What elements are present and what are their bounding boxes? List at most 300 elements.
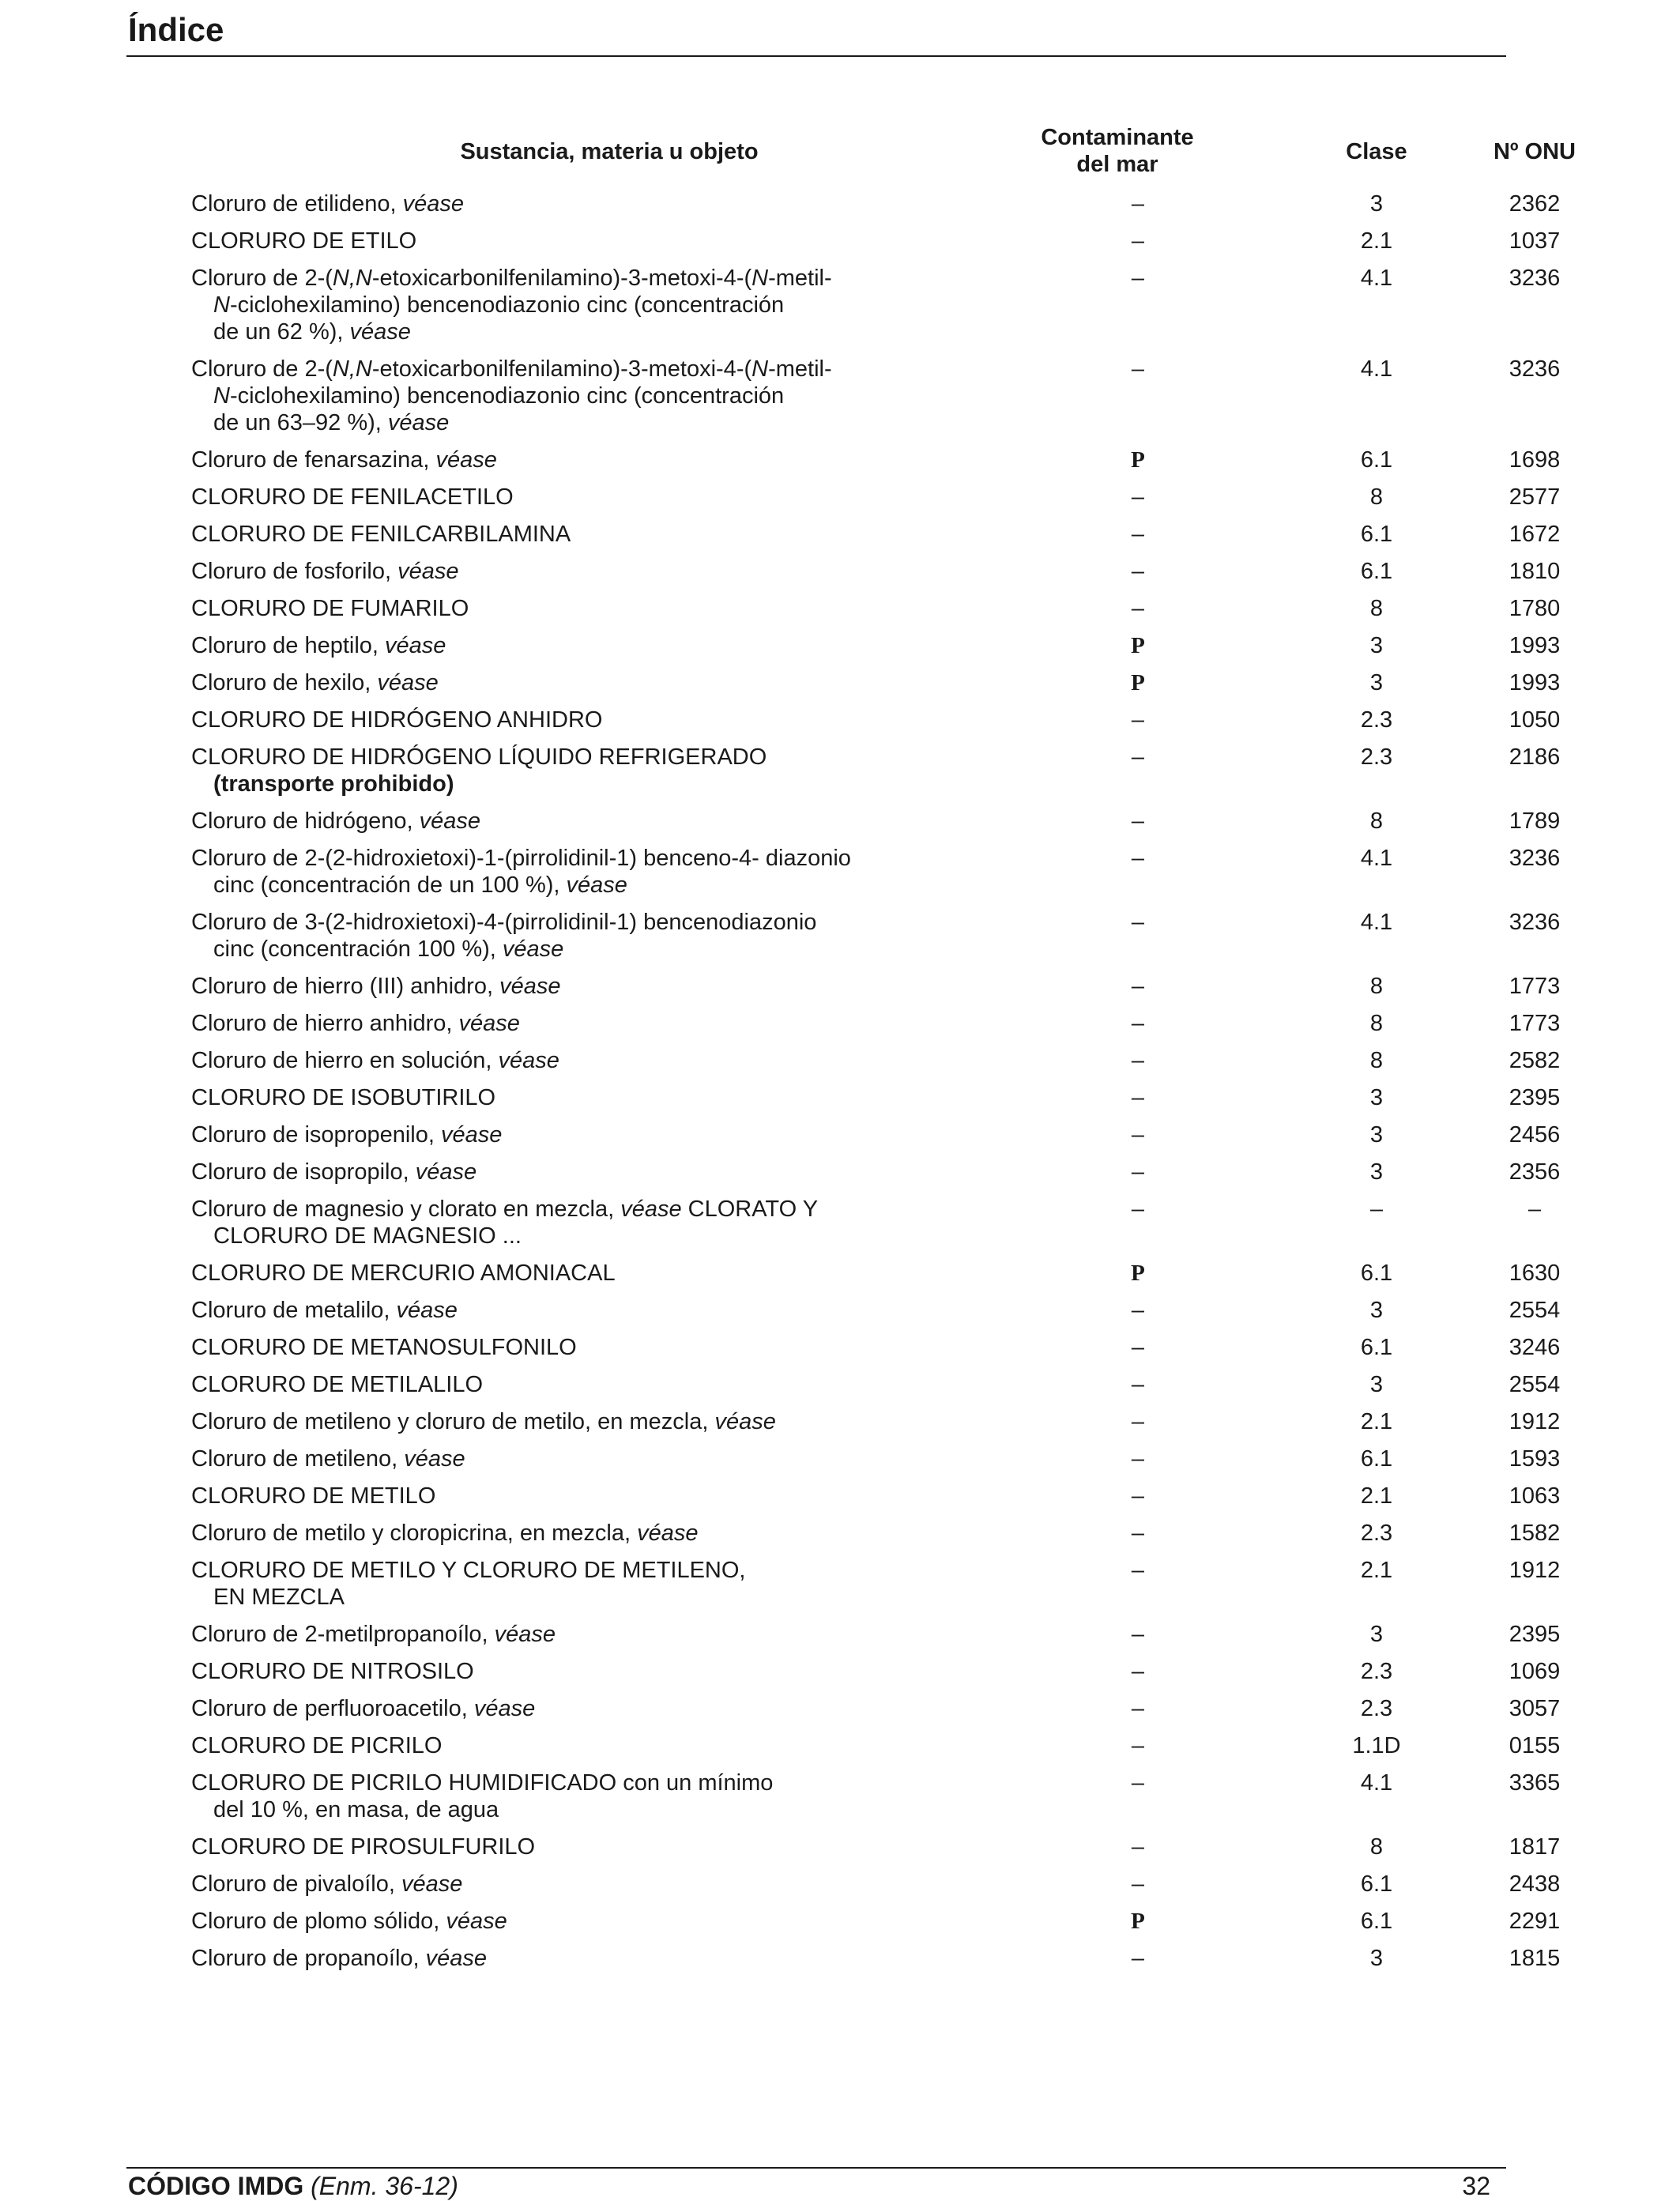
substance-text: -etoxicarbonilfenilamino)-3-metoxi-4-( — [371, 356, 752, 382]
substance-text: -ciclohexilamino) bencenodiazonio cinc (concentración — [229, 292, 785, 318]
table-row — [191, 1653, 1561, 1690]
table-row — [191, 1478, 1561, 1515]
column-header-marine-pollutant: Contaminante del mar — [1041, 125, 1194, 177]
class-cell: 3 — [1369, 1159, 1384, 1185]
un-number-cell: 2582 — [1509, 1048, 1561, 1073]
marine-pollutant-cell: – — [1131, 1409, 1145, 1434]
table-row — [191, 1005, 1561, 1042]
substance-text: del 10 %, en masa, de agua — [213, 1797, 499, 1822]
un-number-cell: 3057 — [1509, 1696, 1561, 1721]
class-cell: 4.1 — [1360, 356, 1393, 382]
substance-cell — [191, 1903, 893, 1940]
substance-text: Cloruro de metilo y cloropicrina, en mezcla, — [191, 1521, 638, 1546]
page-title: Índice — [128, 11, 224, 48]
class-cell: 2.3 — [1360, 744, 1393, 770]
substance-cell — [191, 590, 893, 628]
table-row — [191, 260, 1561, 351]
substance-text: Cloruro de hexilo, — [191, 670, 378, 695]
substance-text: Cloruro de magnesio y clorato en mezcla, — [191, 1197, 621, 1222]
table-row — [191, 1616, 1561, 1653]
table-row — [191, 803, 1561, 840]
table-row — [191, 1940, 1561, 1977]
substance-text: CLORURO DE ETILO — [191, 228, 417, 254]
class-cell: 3 — [1369, 1298, 1384, 1323]
substance-cell — [191, 665, 893, 702]
table-row — [191, 223, 1561, 260]
substance-text: CLORURO DE MERCURIO AMONIACAL — [191, 1261, 616, 1286]
substance-cell — [191, 1191, 893, 1255]
substance-cell — [191, 1515, 893, 1552]
substance-text: CLORURO DE FENILACETILO — [191, 484, 514, 510]
un-number-cell: 1672 — [1509, 522, 1561, 547]
substance-cell — [191, 260, 893, 351]
table-row — [191, 1903, 1561, 1940]
table-row — [191, 1080, 1561, 1117]
substance-cell — [191, 223, 893, 260]
see-reference: véase — [620, 1197, 682, 1222]
un-number-cell: 1037 — [1509, 228, 1561, 254]
substance-text: Cloruro de heptilo, — [191, 633, 386, 658]
substance-cell — [191, 628, 893, 665]
class-cell: 2.1 — [1360, 1558, 1393, 1583]
see-reference: véase — [425, 1946, 488, 1971]
footer-code-name: CÓDIGO IMDG — [128, 2172, 304, 2200]
table-row — [191, 840, 1561, 904]
substance-cell — [191, 1441, 893, 1478]
table-row — [191, 1042, 1561, 1080]
substance-text: Cloruro de perfluoroacetilo, — [191, 1696, 474, 1721]
class-cell: 8 — [1369, 974, 1384, 999]
substance-cell — [191, 1616, 893, 1653]
marine-pollutant-cell: P — [1131, 1909, 1145, 1934]
substance-text: Cloruro de hierro en solución, — [191, 1048, 499, 1073]
un-number-cell: 2395 — [1509, 1622, 1561, 1647]
see-reference: N — [751, 266, 769, 291]
substance-cell — [191, 1690, 893, 1728]
class-cell: 2.1 — [1360, 1483, 1393, 1509]
substance-text: (transporte prohibido) — [213, 771, 454, 797]
class-cell: 3 — [1369, 1122, 1384, 1148]
substance-cell — [191, 1292, 893, 1329]
un-number-cell: 2554 — [1509, 1298, 1561, 1323]
see-reference: N — [213, 383, 230, 409]
see-reference: véase — [419, 808, 480, 834]
substance-cell — [191, 1552, 893, 1616]
see-reference: véase — [377, 670, 439, 695]
marine-pollutant-cell: – — [1131, 1733, 1145, 1758]
class-cell: 4.1 — [1360, 266, 1393, 291]
table-row — [191, 904, 1561, 968]
substance-cell — [191, 739, 893, 803]
substance-cell — [191, 702, 893, 739]
substance-text: CLORURO DE PIROSULFURILO — [191, 1834, 536, 1860]
substance-cell — [191, 803, 893, 840]
table-row — [191, 1866, 1561, 1903]
page-number: 32 — [1462, 2172, 1490, 2200]
un-number-cell: 2395 — [1509, 1085, 1561, 1110]
table-row — [191, 1191, 1542, 1255]
substance-text: Cloruro de etilideno, — [191, 191, 403, 217]
substance-cell — [191, 1653, 893, 1690]
class-cell: 6.1 — [1360, 522, 1393, 547]
un-number-cell: 2438 — [1509, 1871, 1561, 1897]
substance-cell — [191, 442, 893, 479]
substance-text: Cloruro de isopropenilo, — [191, 1122, 441, 1148]
substance-text: CLORURO DE METILO Y CLORURO DE METILENO, — [191, 1558, 746, 1583]
table-row — [191, 968, 1561, 1005]
substance-text: Cloruro de 2-(2-hidroxietoxi)-1-(pirrolidinil-1) benceno-4- diazonio — [191, 846, 851, 871]
substance-cell — [191, 1154, 893, 1191]
see-reference: véase — [637, 1521, 699, 1546]
class-cell: 8 — [1369, 596, 1384, 621]
un-number-cell: 1773 — [1509, 974, 1561, 999]
substance-text: CLORURO DE HIDRÓGENO ANHIDRO — [191, 707, 603, 733]
table-row — [191, 702, 1561, 739]
class-cell: 4.1 — [1360, 846, 1393, 871]
class-cell: 6.1 — [1360, 1261, 1393, 1286]
marine-pollutant-cell: – — [1131, 1696, 1145, 1721]
table-body — [191, 186, 1561, 1977]
un-number-cell: 2186 — [1509, 744, 1561, 770]
marine-pollutant-cell: – — [1131, 1622, 1145, 1647]
marine-pollutant-cell: – — [1131, 1048, 1145, 1073]
substance-text: CLORURO DE METILALILO — [191, 1372, 484, 1397]
substance-cell — [191, 1366, 893, 1404]
table-row — [191, 1728, 1561, 1765]
class-cell: 3 — [1369, 191, 1384, 217]
see-reference: véase — [440, 1122, 503, 1148]
substance-text: -ciclohexilamino) bencenodiazonio cinc (concentración — [229, 383, 785, 409]
substance-cell — [191, 1117, 893, 1154]
index-table — [191, 122, 1576, 1977]
marine-pollutant-cell: P — [1131, 633, 1145, 658]
table-row — [191, 1515, 1561, 1552]
table-row — [191, 665, 1561, 702]
substance-cell — [191, 1404, 893, 1441]
un-number-cell: 3236 — [1509, 910, 1561, 935]
marine-pollutant-cell: – — [1131, 1197, 1145, 1222]
marine-pollutant-cell: – — [1131, 191, 1145, 217]
marine-pollutant-cell: – — [1131, 559, 1145, 584]
class-cell: 6.1 — [1360, 1871, 1393, 1897]
marine-pollutant-cell: – — [1131, 1122, 1145, 1148]
table-row — [191, 1329, 1561, 1366]
substance-text: -metil- — [768, 356, 832, 382]
substance-text: Cloruro de 2-( — [191, 266, 333, 291]
see-reference: véase — [404, 1446, 465, 1472]
un-number-cell: 3236 — [1509, 266, 1561, 291]
see-reference: véase — [499, 974, 561, 999]
un-number-cell: 1773 — [1509, 1011, 1561, 1036]
marine-pollutant-cell: – — [1131, 1834, 1145, 1860]
substance-cell — [191, 479, 893, 516]
un-number-cell: – — [1527, 1197, 1542, 1222]
substance-text: Cloruro de pivaloílo, — [191, 1871, 401, 1897]
substance-cell — [191, 351, 893, 442]
footer-rule — [126, 2167, 1506, 2169]
substance-text: CLORURO DE PICRILO — [191, 1733, 443, 1758]
un-number-cell: 1593 — [1509, 1446, 1561, 1472]
substance-text: CLORURO DE METILO — [191, 1483, 436, 1509]
un-number-cell: 1815 — [1509, 1946, 1561, 1971]
substance-text: cinc (concentración 100 %), — [213, 937, 503, 962]
substance-text: CLORATO Y — [681, 1197, 819, 1222]
substance-cell — [191, 904, 893, 968]
see-reference: véase — [402, 191, 464, 217]
un-number-cell: 1912 — [1509, 1409, 1561, 1434]
column-header-class: Clase — [1346, 139, 1407, 164]
marine-pollutant-cell: – — [1131, 1521, 1145, 1546]
class-cell: 6.1 — [1360, 1446, 1393, 1472]
footer-code — [128, 2172, 458, 2201]
un-number-cell: 1912 — [1509, 1558, 1561, 1583]
un-number-cell: 2362 — [1509, 191, 1561, 217]
table-row — [191, 739, 1561, 803]
class-cell: 3 — [1369, 1085, 1384, 1110]
substance-text: Cloruro de 2-( — [191, 356, 333, 382]
un-number-cell: 1789 — [1509, 808, 1561, 834]
table-row — [191, 1690, 1561, 1728]
substance-text: Cloruro de fosforilo, — [191, 559, 398, 584]
substance-text: Cloruro de propanoílo, — [191, 1946, 426, 1971]
see-reference: véase — [473, 1696, 536, 1721]
marine-pollutant-cell: P — [1131, 1261, 1145, 1286]
see-reference: N,N — [332, 356, 372, 382]
marine-pollutant-cell: – — [1131, 1298, 1145, 1323]
table-row — [191, 1154, 1561, 1191]
marine-pollutant-cell: – — [1131, 1446, 1145, 1472]
table-row — [191, 479, 1561, 516]
un-number-cell: 1993 — [1509, 670, 1561, 695]
see-reference: véase — [396, 1298, 458, 1323]
substance-text: de un 63–92 %), — [213, 410, 388, 435]
substance-text: Cloruro de metalilo, — [191, 1298, 397, 1323]
substance-text: de un 62 %), — [213, 319, 350, 345]
marine-pollutant-cell: – — [1131, 846, 1145, 871]
marine-pollutant-cell: – — [1131, 744, 1145, 770]
table-row — [191, 1552, 1561, 1616]
table-row — [191, 516, 1561, 553]
table-row — [191, 1404, 1561, 1441]
class-cell: 3 — [1369, 1946, 1384, 1971]
table-row — [191, 442, 1561, 479]
class-cell: 8 — [1369, 1834, 1384, 1860]
see-reference: véase — [385, 633, 446, 658]
substance-text: Cloruro de 2-metilpropanoílo, — [191, 1622, 495, 1647]
un-number-cell: 0155 — [1509, 1733, 1561, 1758]
table-row — [191, 1441, 1561, 1478]
class-cell: 2.3 — [1360, 1659, 1393, 1684]
un-number-cell: 1810 — [1509, 559, 1561, 584]
see-reference: véase — [498, 1048, 559, 1073]
column-header-un-number: Nº ONU — [1493, 139, 1576, 164]
marine-pollutant-cell: – — [1131, 484, 1145, 510]
see-reference: N — [751, 356, 769, 382]
marine-pollutant-cell: – — [1131, 1770, 1145, 1796]
marine-pollutant-cell: – — [1131, 1483, 1145, 1509]
see-reference: véase — [349, 319, 411, 345]
substance-text: CLORURO DE ISOBUTIRILO — [191, 1085, 496, 1110]
marine-pollutant-cell: – — [1131, 356, 1145, 382]
marine-pollutant-cell: – — [1131, 228, 1145, 254]
class-cell: 8 — [1369, 484, 1384, 510]
see-reference: véase — [401, 1871, 463, 1897]
substance-cell — [191, 1329, 893, 1366]
substance-text: Cloruro de hidrógeno, — [191, 808, 420, 834]
un-number-cell: 1698 — [1509, 447, 1561, 473]
class-cell: 6.1 — [1360, 447, 1393, 473]
substance-text: Cloruro de metileno y cloruro de metilo, en mezcla, — [191, 1409, 715, 1434]
substance-text: Cloruro de hierro (III) anhidro, — [191, 974, 500, 999]
class-cell: 2.1 — [1360, 228, 1393, 254]
class-cell: 2.3 — [1360, 1696, 1393, 1721]
substance-text: cinc (concentración de un 100 %), — [213, 872, 567, 898]
column-header-substance: Sustancia, materia u objeto — [460, 139, 759, 164]
un-number-cell: 3236 — [1509, 846, 1561, 871]
substance-text: CLORURO DE HIDRÓGENO LÍQUIDO REFRIGERADO — [191, 744, 767, 770]
class-cell: – — [1369, 1197, 1384, 1222]
un-number-cell: 2291 — [1509, 1909, 1561, 1934]
un-number-cell: 1630 — [1509, 1261, 1561, 1286]
see-reference: N,N — [332, 266, 372, 291]
substance-text: CLORURO DE FENILCARBILAMINA — [191, 522, 571, 547]
un-number-cell: 2356 — [1509, 1159, 1561, 1185]
class-cell: 4.1 — [1360, 910, 1393, 935]
un-number-cell: 2456 — [1509, 1122, 1561, 1148]
footer-amendment: (Enm. 36-12) — [311, 2172, 458, 2200]
see-reference: véase — [502, 937, 564, 962]
class-cell: 3 — [1369, 1372, 1384, 1397]
class-cell: 3 — [1369, 1622, 1384, 1647]
un-number-cell: 2577 — [1509, 484, 1561, 510]
see-reference: véase — [415, 1159, 477, 1185]
see-reference: véase — [387, 410, 450, 435]
substance-cell — [191, 1255, 893, 1292]
marine-pollutant-cell: – — [1131, 808, 1145, 834]
substance-cell — [191, 186, 893, 223]
substance-text: -metil- — [768, 266, 832, 291]
substance-cell — [191, 553, 893, 590]
table-row — [191, 351, 1561, 442]
table-row — [191, 553, 1561, 590]
un-number-cell: 2554 — [1509, 1372, 1561, 1397]
un-number-cell: 3246 — [1509, 1335, 1561, 1360]
marine-pollutant-cell: – — [1131, 707, 1145, 733]
marine-pollutant-cell: – — [1131, 522, 1145, 547]
class-cell: 8 — [1369, 1011, 1384, 1036]
substance-cell — [191, 1478, 893, 1515]
table-row — [191, 590, 1561, 628]
un-number-cell: 1993 — [1509, 633, 1561, 658]
class-cell: 3 — [1369, 633, 1384, 658]
un-number-cell: 1069 — [1509, 1659, 1561, 1684]
marine-pollutant-cell: – — [1131, 1011, 1145, 1036]
substance-text: EN MEZCLA — [213, 1585, 345, 1610]
substance-text: Cloruro de fenarsazina, — [191, 447, 436, 473]
table-header — [191, 122, 1576, 186]
see-reference: véase — [566, 872, 627, 898]
un-number-cell: 1780 — [1509, 596, 1561, 621]
table-row — [191, 1292, 1561, 1329]
see-reference: véase — [397, 559, 459, 584]
marine-pollutant-cell: P — [1131, 670, 1145, 695]
substance-text: Cloruro de metileno, — [191, 1446, 405, 1472]
class-cell: 2.3 — [1360, 1521, 1393, 1546]
class-cell: 8 — [1369, 1048, 1384, 1073]
marine-pollutant-cell: P — [1131, 447, 1145, 473]
substance-cell — [191, 1042, 893, 1080]
see-reference: véase — [446, 1909, 507, 1934]
substance-cell — [191, 840, 893, 904]
substance-text: Cloruro de hierro anhidro, — [191, 1011, 459, 1036]
see-reference: véase — [714, 1409, 776, 1434]
un-number-cell: 1582 — [1509, 1521, 1561, 1546]
marine-pollutant-cell: – — [1131, 266, 1145, 291]
substance-cell — [191, 1080, 893, 1117]
see-reference: véase — [458, 1011, 520, 1036]
substance-cell — [191, 1940, 893, 1977]
substance-text: CLORURO DE NITROSILO — [191, 1659, 474, 1684]
marine-pollutant-cell: – — [1131, 1558, 1145, 1583]
marine-pollutant-cell: – — [1131, 1335, 1145, 1360]
substance-text: Cloruro de 3-(2-hidroxietoxi)-4-(pirrolidinil-1) bencenodiazonio — [191, 910, 817, 935]
substance-text: CLORURO DE FUMARILO — [191, 596, 469, 621]
see-reference: N — [213, 292, 230, 318]
table-row — [191, 1765, 1561, 1829]
class-cell: 4.1 — [1360, 1770, 1393, 1796]
class-cell: 2.1 — [1360, 1409, 1393, 1434]
see-reference: véase — [494, 1622, 556, 1647]
table-row — [191, 628, 1561, 665]
substance-cell — [191, 1829, 893, 1866]
header-rule — [126, 55, 1506, 57]
un-number-cell: 1063 — [1509, 1483, 1561, 1509]
marine-pollutant-cell: – — [1131, 910, 1145, 935]
marine-pollutant-cell: – — [1131, 596, 1145, 621]
un-number-cell: 3236 — [1509, 356, 1561, 382]
class-cell: 6.1 — [1360, 1335, 1393, 1360]
un-number-cell: 3365 — [1509, 1770, 1561, 1796]
substance-cell — [191, 1866, 893, 1903]
marine-pollutant-cell: – — [1131, 1659, 1145, 1684]
substance-text: Cloruro de plomo sólido, — [191, 1909, 446, 1934]
substance-cell — [191, 516, 893, 553]
table-row — [191, 1829, 1561, 1866]
table-row — [191, 1117, 1561, 1154]
substance-text: Cloruro de isopropilo, — [191, 1159, 416, 1185]
un-number-cell: 1817 — [1509, 1834, 1561, 1860]
marine-pollutant-cell: – — [1131, 1871, 1145, 1897]
un-number-cell: 1050 — [1509, 707, 1561, 733]
substance-cell — [191, 1728, 893, 1765]
marine-pollutant-cell: – — [1131, 1372, 1145, 1397]
class-cell: 6.1 — [1360, 559, 1393, 584]
substance-text: CLORURO DE METANOSULFONILO — [191, 1335, 577, 1360]
see-reference: véase — [435, 447, 497, 473]
substance-cell — [191, 968, 893, 1005]
class-cell: 2.3 — [1360, 707, 1393, 733]
class-cell: 8 — [1369, 808, 1384, 834]
substance-cell — [191, 1765, 893, 1829]
marine-pollutant-cell: – — [1131, 1159, 1145, 1185]
substance-text: -etoxicarbonilfenilamino)-3-metoxi-4-( — [371, 266, 752, 291]
class-cell: 6.1 — [1360, 1909, 1393, 1934]
marine-pollutant-cell: – — [1131, 974, 1145, 999]
table-row — [191, 1255, 1561, 1292]
substance-text: CLORURO DE MAGNESIO ... — [213, 1223, 522, 1249]
substance-text: CLORURO DE PICRILO HUMIDIFICADO con un mínimo — [191, 1770, 774, 1796]
table-row — [191, 1366, 1561, 1404]
